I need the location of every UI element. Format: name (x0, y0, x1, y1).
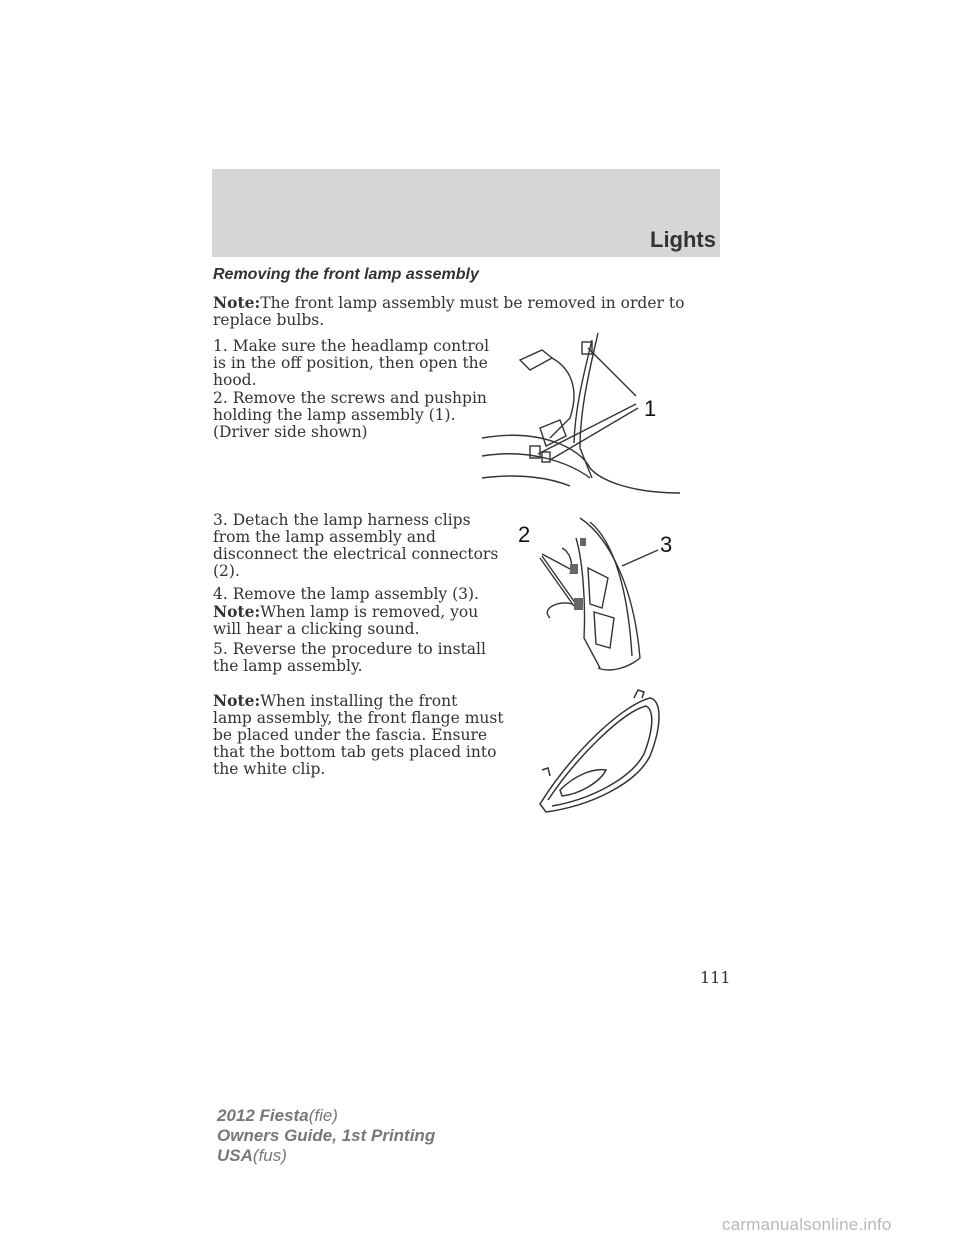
step-2-line: holding the lamp assembly (1). (213, 406, 456, 424)
step-2 (213, 390, 487, 441)
chapter-header-bar (212, 169, 720, 257)
connector (580, 538, 586, 546)
fascia-outline (482, 476, 570, 486)
callout-3: 3 (660, 532, 673, 557)
chapter-title: Lights (650, 227, 716, 252)
footer-model: 2012 Fiesta (217, 1106, 309, 1125)
step-3 (213, 512, 498, 580)
note-install-line: the white clip. (213, 760, 326, 778)
note-install-line: be placed under the fascia. Ensure (213, 726, 488, 744)
fascia-outline (482, 435, 680, 493)
step-3-line: 3. Detach the lamp harness clips (213, 511, 471, 529)
step-1-line: is in the off position, then open the (213, 354, 488, 372)
footer-guide: Owners Guide, 1st Printing (217, 1126, 436, 1145)
step-1-line: 1. Make sure the headlamp control (213, 337, 490, 355)
step-4-line: 4. Remove the lamp assembly (3). (213, 585, 479, 603)
connector (574, 598, 583, 610)
step-2-line: (Driver side shown) (213, 423, 368, 441)
callout-leader (588, 348, 636, 396)
note-install-line: lamp assembly, the front flange must (213, 709, 504, 727)
lamp-bracket (588, 568, 608, 608)
callout-leader (622, 550, 658, 566)
bracket (520, 350, 552, 370)
callout-2: 2 (518, 522, 531, 547)
connector (570, 564, 578, 574)
watermark: carmanualsonline.info (722, 1215, 892, 1234)
note-label: Note: (213, 293, 261, 312)
page-number: 111 (700, 968, 731, 987)
callout-1: 1 (644, 396, 657, 421)
footer-market-code: (fus) (252, 1146, 287, 1165)
mounting-tab (542, 768, 550, 776)
callout-leader (540, 558, 574, 606)
figure-harness-connectors (510, 508, 690, 678)
note-install (213, 692, 504, 778)
note-install-line: that the bottom tab gets placed into (213, 743, 497, 761)
step-5 (213, 641, 486, 675)
step-1-line: hood. (213, 371, 257, 389)
section-title: Removing the front lamp assembly (213, 266, 479, 283)
note-text: The front lamp assembly must be removed in order to replace bulbs. (213, 294, 685, 329)
step-4-line: will hear a clicking sound. (213, 620, 420, 638)
step-4-note (213, 603, 479, 621)
step-5-line: the lamp assembly. (213, 657, 363, 675)
footer-market-line (217, 1146, 435, 1166)
step-2-line: 2. Remove the screws and pushpin (213, 389, 487, 407)
step-4 (213, 586, 479, 638)
footer-model-code: (fie) (308, 1106, 338, 1125)
note-text: When installing the front (260, 692, 458, 710)
step-5-line: 5. Reverse the procedure to install (213, 640, 486, 658)
footer-market: USA (217, 1146, 253, 1165)
note-label: Note: (213, 691, 261, 710)
lamp-assembly-outline (540, 698, 659, 812)
footer-guide-line (217, 1126, 435, 1146)
callout-leader (550, 408, 638, 460)
figure-lamp-assembly (530, 686, 670, 826)
mounting-tab (634, 690, 644, 698)
harness-wire (547, 603, 572, 618)
footer-model-line (217, 1106, 435, 1126)
step-3-line: from the lamp assembly and (213, 528, 436, 546)
note-text: When lamp is removed, you (260, 603, 479, 621)
figure-lamp-mounting (480, 328, 680, 498)
lamp-lens-outline (548, 706, 652, 806)
step-1 (213, 338, 489, 389)
note-install-first-line (213, 692, 504, 710)
step-3-line: disconnect the electrical connectors (213, 545, 499, 563)
callout-leader (538, 404, 636, 454)
footer (217, 1106, 435, 1166)
note-label: Note: (213, 602, 261, 621)
step-3-line: (2). (213, 562, 240, 580)
lamp-bracket (594, 612, 614, 648)
note-intro (213, 294, 713, 329)
